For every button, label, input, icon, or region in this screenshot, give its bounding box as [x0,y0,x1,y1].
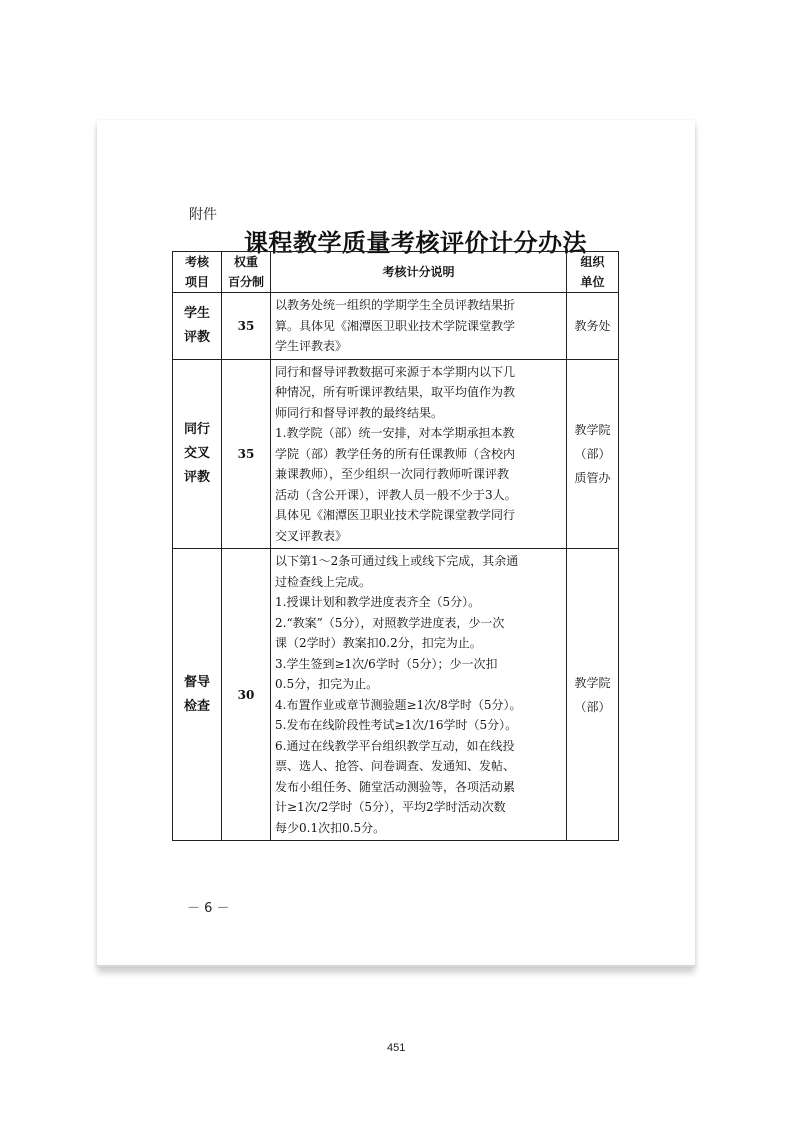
header-description: 考核计分说明 [271,252,567,293]
desc-line: 活动（含公开课），评教人员一般不少于3人。 [275,487,517,502]
desc-line: 以教务处统一组织的学期学生全员评教结果折 [275,298,516,312]
document-page [97,120,695,967]
row-item-line: 检查 [183,698,210,714]
desc-line: 同行和督导评教数据可来源于本学期内以下几 [275,364,516,379]
desc-line: 5.发布在线阶段性考试≥1次/16学时（5分）。 [275,718,518,732]
row-item [173,359,222,549]
row-description [271,359,567,549]
header-unit [567,252,619,293]
attachment-label: 附件 [189,207,217,223]
unit-line: 教学院 [574,675,611,690]
desc-line: 具体见《湘潭医卫职业技术学院课堂教学同行 [275,508,516,522]
desc-line: 3.学生签到≥1次/6学时（5分）；少一次扣 [275,656,498,671]
row-weight: 35 [222,359,271,549]
row-description [271,549,567,841]
desc-line: 1.授课计划和教学进度表齐全（5分）。 [275,595,481,609]
row-description [271,293,567,360]
document-title: 课程教学质量考核评价计分办法 [244,228,587,257]
desc-line: 学院（部）教学任务的所有任课教师（含校内 [275,446,516,461]
header-weight-line: 权重 [233,255,258,269]
unit-line: （部） [574,446,611,461]
desc-line: 师同行和督导评教的最终结果。 [275,405,444,420]
desc-line: 课（2学时）教案扣0.2分，扣完为止。 [275,636,482,650]
table-row [173,293,619,360]
desc-line: 1.教学院（部）统一安排，对本学期承担本教 [275,426,515,440]
desc-line: 每少0.1次扣0.5分。 [275,820,386,835]
desc-line: 过检查线上完成。 [275,574,372,589]
header-weight-line: 百分制 [227,275,264,289]
desc-line: 以下第1～2条可通过线上或线下完成，其余通 [275,554,519,568]
row-item-line: 学生 [183,305,210,321]
desc-line: 算。具体见《湘潭医卫职业技术学院课堂教学 [275,318,516,333]
desc-line: 种情况，所有听课评教结果，取平均值作为教 [275,385,516,399]
table-row [173,359,619,549]
row-item [173,549,222,841]
row-unit [567,293,619,360]
desc-line: 兼课教师），至少组织一次同行教师听课评教 [275,467,510,481]
row-weight: 35 [222,293,271,360]
row-item-line: 同行 [183,421,210,437]
header-item [173,252,222,293]
desc-line: 票、选人、抢答、问卷调查、发通知、发帖、 [275,759,516,773]
scoring-table [172,251,619,841]
page-counter: 451 [387,1042,406,1054]
row-unit [567,549,619,841]
unit-line: 教学院 [574,422,611,437]
table-header-row [173,252,619,293]
desc-line: 交叉评教表》 [275,528,348,543]
row-item-line: 评教 [183,329,210,345]
header-unit-line: 组织 [580,255,605,269]
desc-line: 4.布置作业或章节测验题≥1次/8学时（5分）。 [275,697,522,712]
unit-line: 教务处 [574,318,611,333]
unit-line: 质管办 [574,470,611,485]
row-item-line: 督导 [183,674,210,690]
desc-line: 发布小组任务、随堂活动测验等，各项活动累 [275,779,516,794]
row-weight: 30 [222,549,271,841]
page-number: － 6 － [187,901,230,916]
desc-line: 6.通过在线教学平台组织教学互动，如在线投 [275,738,515,753]
row-item-line: 评教 [183,469,210,485]
desc-line: 2.“教案”（5分），对照教学进度表，少一次 [275,615,505,630]
unit-line: （部） [574,699,611,714]
header-unit-line: 单位 [580,275,605,289]
header-item-line: 考核 [184,255,209,269]
row-item [173,293,222,360]
desc-line: 计≥1次/2学时（5分），平均2学时活动次数 [275,800,506,814]
desc-line: 学生评教表》 [275,339,348,353]
row-item-line: 交叉 [183,445,210,461]
table-row [173,549,619,841]
desc-line: 0.5分，扣完为止。 [275,677,379,691]
header-weight [222,252,271,293]
header-item-line: 项目 [184,275,209,289]
row-unit [567,359,619,549]
